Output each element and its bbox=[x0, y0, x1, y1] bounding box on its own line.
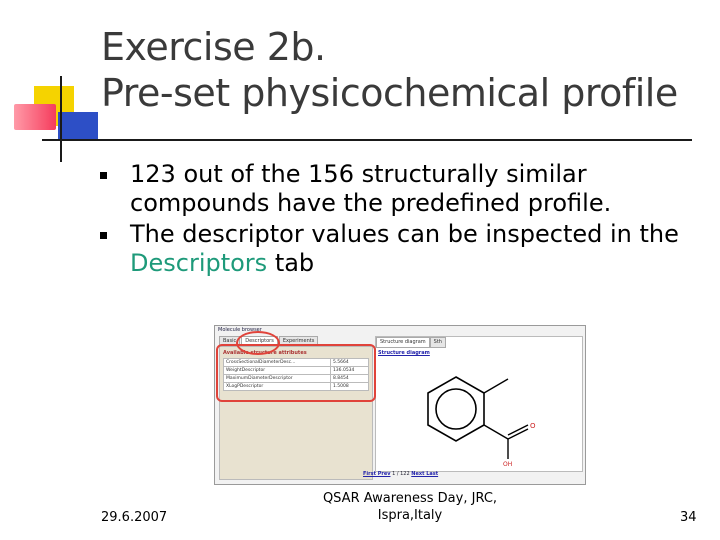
attribute-name: CrossSectionalDiameterDesc... bbox=[224, 359, 331, 367]
tab-other[interactable]: Sth bbox=[430, 337, 446, 348]
svg-text:OH: OH bbox=[503, 461, 513, 467]
footer-event-line1: QSAR Awareness Day, JRC, bbox=[322, 491, 498, 506]
footer-event-line2: Ispra,Italy bbox=[377, 508, 443, 523]
footer-event bbox=[290, 490, 530, 524]
structure-tab-bar bbox=[376, 337, 446, 348]
attribute-name: XLogPDescriptor bbox=[224, 383, 331, 391]
tab-structure-diagram[interactable]: Structure diagram bbox=[376, 337, 430, 348]
bullet-marker-icon bbox=[100, 232, 107, 239]
attribute-name: MaximumDiameterDescriptor bbox=[224, 375, 331, 383]
svg-text:O: O bbox=[530, 422, 536, 430]
window-title: Molecule browser bbox=[218, 327, 262, 333]
attribute-name: WeightDescriptor bbox=[224, 367, 331, 375]
tab-experiments[interactable]: Experiments bbox=[279, 336, 319, 346]
record-pager bbox=[363, 471, 438, 477]
slide-title-line2: Pre-set physicochemical profile bbox=[101, 71, 678, 115]
structure-panel bbox=[375, 336, 583, 472]
bullet-item-2 bbox=[100, 220, 700, 278]
footer-date: 29.6.2007 bbox=[101, 510, 168, 525]
slide-title bbox=[101, 24, 678, 116]
attribute-value: 136.0534 bbox=[330, 367, 368, 375]
descriptors-tab-link[interactable]: Descriptors bbox=[130, 249, 268, 277]
slide-title-line1: Exercise 2b. bbox=[101, 25, 326, 69]
logo-red-block bbox=[14, 104, 56, 130]
tab-basic[interactable]: Basic bbox=[219, 336, 240, 346]
bullet-marker-icon bbox=[100, 172, 107, 179]
page-number: 34 bbox=[680, 510, 697, 525]
bullet-text-1: 123 out of the 156 structurally similar compounds have the predefined profile. bbox=[130, 160, 612, 217]
bullet-text-2-after: tab bbox=[267, 249, 315, 277]
attributes-table-title: Available structure attributes bbox=[223, 350, 307, 356]
attributes-table-highlight bbox=[216, 344, 376, 402]
tab-descriptors[interactable]: Descriptors bbox=[241, 336, 278, 346]
pager-next-last-link[interactable]: Next Last bbox=[411, 471, 439, 477]
attribute-value: 8.8454 bbox=[330, 375, 368, 383]
title-divider-line bbox=[42, 139, 692, 141]
logo-blue-square bbox=[58, 112, 98, 140]
bullet-text-2-before: The descriptor values can be inspected in the bbox=[130, 220, 679, 248]
decor-vertical-line bbox=[60, 76, 62, 162]
attribute-value: 5.5664 bbox=[330, 359, 368, 367]
bullet-item-1 bbox=[100, 160, 700, 218]
bullet-list bbox=[100, 160, 700, 280]
structure-heading: Structure diagram bbox=[378, 350, 430, 356]
molecule-structure-icon bbox=[416, 355, 556, 467]
pager-first-prev-link[interactable]: First Prev bbox=[363, 471, 391, 477]
pager-status: 1 / 122 bbox=[390, 471, 412, 477]
attribute-value: 1.5008 bbox=[330, 383, 368, 391]
